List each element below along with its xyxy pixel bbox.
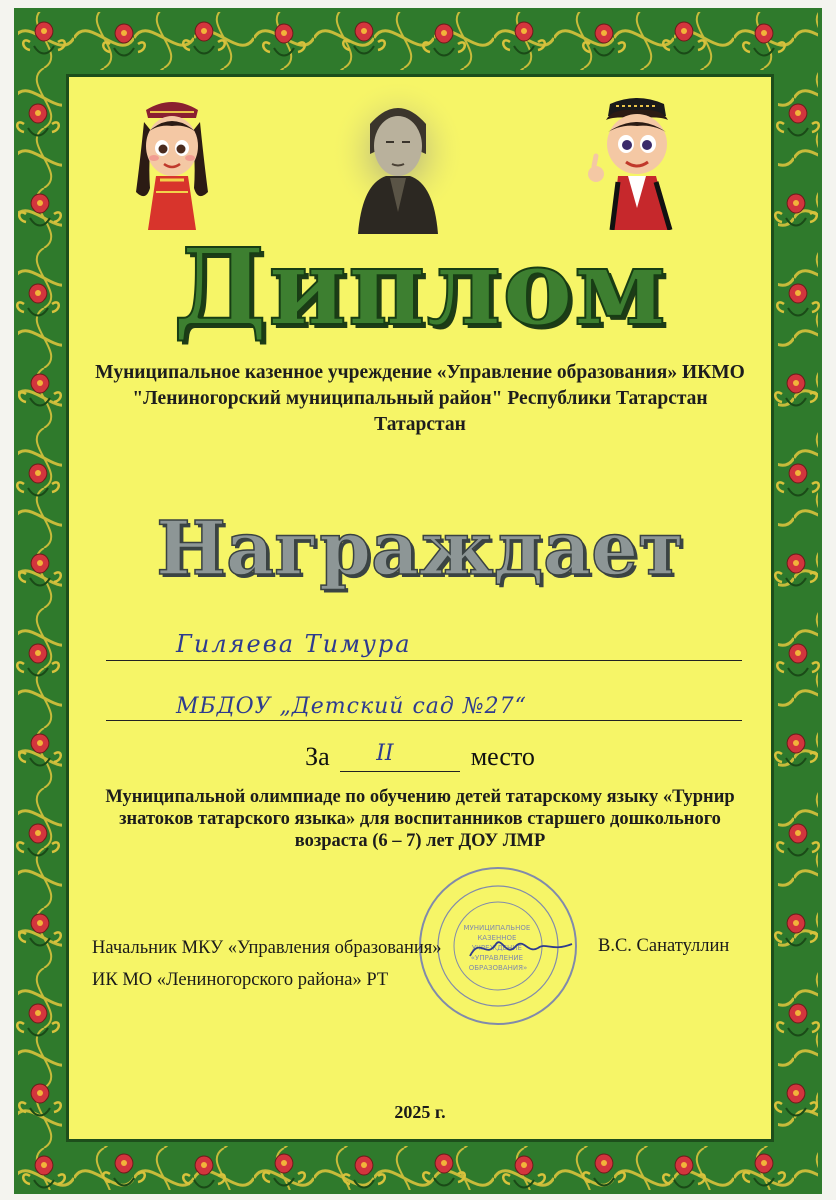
cartoon-boy-image — [582, 90, 692, 230]
event-description: Муниципальной олимпиаде по обучению детей татарскому языку «Турнир знатоков татарского языка» для воспитанников старшего дошкольного возраста (6 – 7) лет ДОУ ЛМР — [105, 787, 735, 851]
diploma-sheet — [14, 8, 822, 1194]
stamp-center-text: МУНИЦИПАЛЬНОЕ КАЗЕННОЕ УЧРЕЖДЕНИЕ «УПРАВЛЕНИЕ ОБРАЗОВАНИЯ» — [463, 924, 531, 972]
institution-handwritten: МБДОУ „Детский сад №27“ — [176, 694, 527, 719]
issuing-organization: Муниципальное казенное учреждение «Управление образования» ИКМО "Лениногорский муниципальный район" Республики Татарстан Татарстан — [95, 362, 745, 435]
signature — [466, 930, 576, 966]
institution-line — [106, 720, 742, 721]
place-row — [66, 742, 774, 772]
diploma-content — [66, 74, 774, 1142]
year: 2025 г. — [394, 1102, 446, 1122]
place-prefix: За — [305, 742, 330, 771]
portrait-photo — [328, 84, 468, 234]
recipient-line — [106, 660, 742, 661]
place-blank — [340, 741, 460, 772]
cartoon-girl-image — [126, 92, 218, 232]
diploma-title: Диплом — [173, 224, 667, 349]
signer-name: В.С. Санатуллин — [598, 936, 730, 956]
signer-title-line-2: ИК МО «Лениногорского района» РТ — [92, 970, 389, 990]
place-suffix: место — [470, 742, 535, 771]
recipient-name-handwritten: Гиляева Тимура — [176, 630, 412, 658]
award-verb: Награждает — [156, 506, 684, 592]
place-value-handwritten: II — [376, 741, 394, 766]
signer-title-line-1: Начальник МКУ «Управления образования» — [92, 938, 442, 958]
